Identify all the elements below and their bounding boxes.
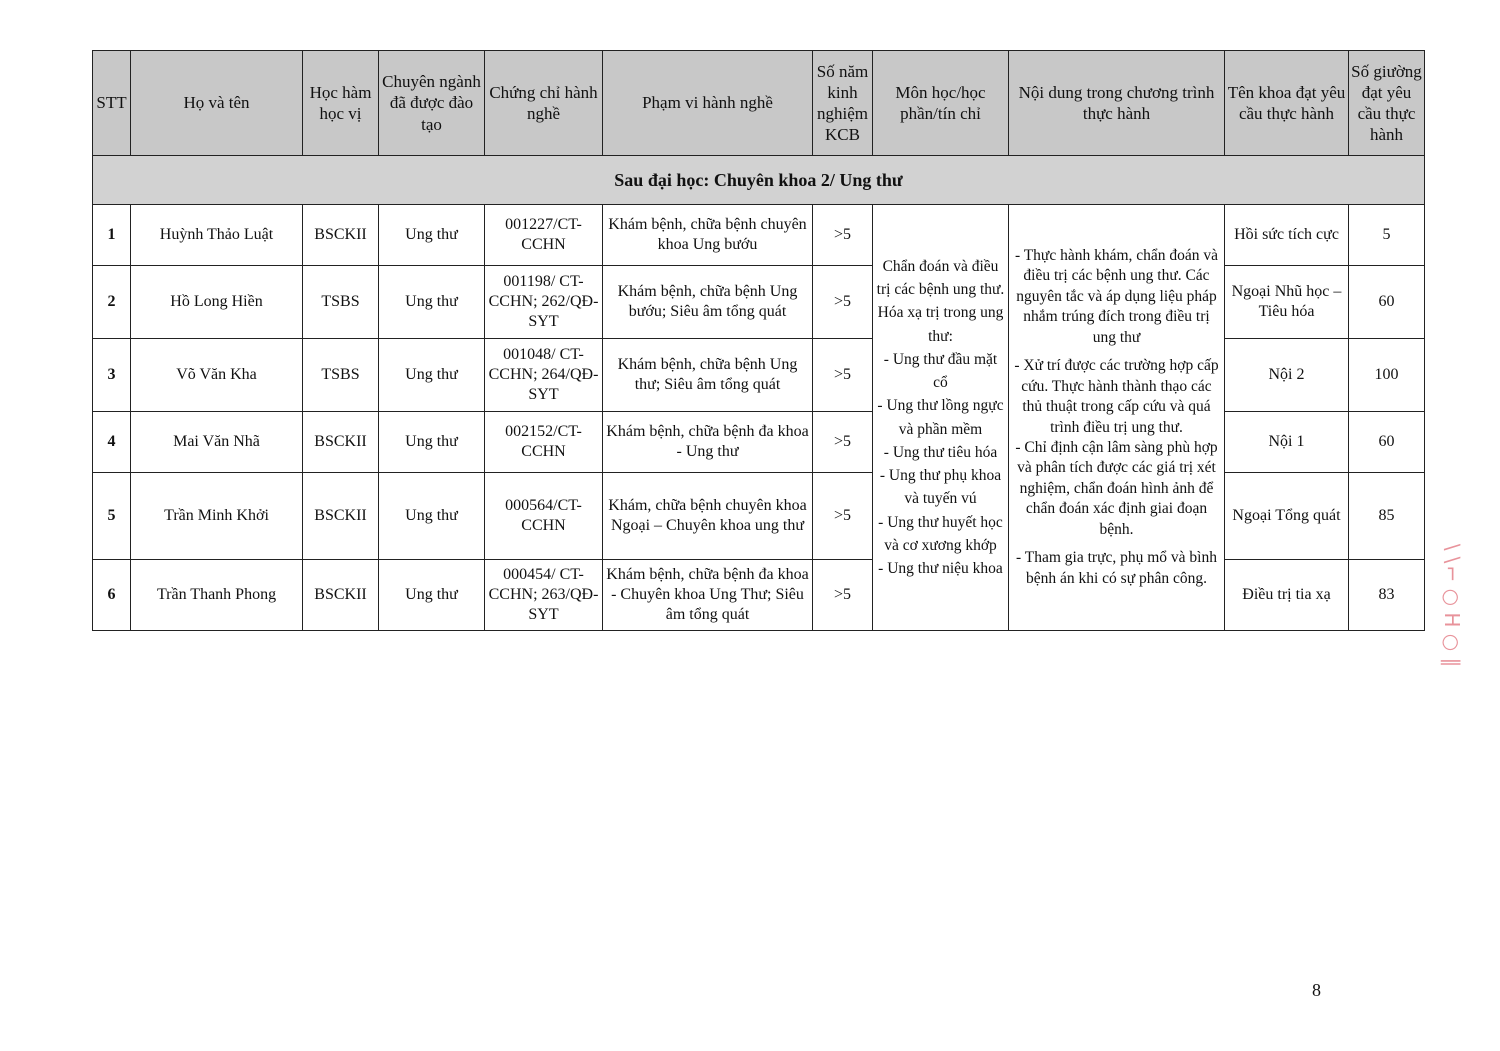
cell-certificate: 001198/ CT-CCHN; 262/QĐ-SYT [485, 266, 603, 339]
cell-department: Điều trị tia xạ [1225, 560, 1349, 631]
content-item: - Tham gia trực, phụ mổ và bình bệnh án khi có sự phân công. [1016, 549, 1217, 587]
cell-beds: 100 [1349, 339, 1425, 412]
header-subject: Môn học/học phần/tín chỉ [873, 51, 1009, 156]
margin-stamp: ∖∖⌐ ○ H ○ ∥ [1440, 540, 1464, 668]
cell-specialty: Ung thư [379, 205, 485, 266]
cell-scope: Khám, chữa bệnh chuyên khoa Ngoại – Chuyên khoa ung thư [603, 473, 813, 560]
cell-stt: 2 [93, 266, 131, 339]
cell-years: >5 [813, 266, 873, 339]
cell-name: Hồ Long Hiền [131, 266, 303, 339]
cell-certificate: 001227/CT-CCHN [485, 205, 603, 266]
cell-years: >5 [813, 560, 873, 631]
practice-staff-table [92, 50, 1425, 631]
cell-specialty: Ung thư [379, 560, 485, 631]
cell-beds: 5 [1349, 205, 1425, 266]
cell-scope: Khám bệnh, chữa bệnh đa khoa - Chuyên khoa Ung Thư; Siêu âm tổng quát [603, 560, 813, 631]
cell-certificate: 000454/ CT-CCHN; 263/QĐ-SYT [485, 560, 603, 631]
header-name: Họ và tên [131, 51, 303, 156]
header-scope: Phạm vi hành nghề [603, 51, 813, 156]
cell-certificate: 002152/CT-CCHN [485, 412, 603, 473]
cell-stt: 5 [93, 473, 131, 560]
table-row [93, 412, 1425, 473]
header-department: Tên khoa đạt yêu cầu thực hành [1225, 51, 1349, 156]
table-row [93, 473, 1425, 560]
header-certificate: Chứng chỉ hành nghề [485, 51, 603, 156]
cell-beds: 60 [1349, 266, 1425, 339]
cell-years: >5 [813, 412, 873, 473]
cell-degree: BSCKII [303, 205, 379, 266]
cell-department: Nội 2 [1225, 339, 1349, 412]
subject-line: - Ung thư đầu mặt cổ [883, 350, 998, 391]
cell-stt: 1 [93, 205, 131, 266]
subject-line: Chẩn đoán và điều trị các bệnh ung thư. Hóa xạ trị trong ung thư: [876, 257, 1005, 345]
header-specialty: Chuyên ngành đã được đào tạo [379, 51, 485, 156]
header-years: Số năm kinh nghiệm KCB [813, 51, 873, 156]
cell-stt: 3 [93, 339, 131, 412]
cell-specialty: Ung thư [379, 339, 485, 412]
cell-scope: Khám bệnh, chữa bệnh chuyên khoa Ung bướu [603, 205, 813, 266]
cell-beds: 60 [1349, 412, 1425, 473]
subject-line: - Ung thư lồng ngực và phần mềm [877, 397, 1004, 438]
subject-line: - Ung thư phụ khoa và tuyến vú [879, 467, 1002, 508]
table-row [93, 339, 1425, 412]
subject-line: - Ung thư huyết học và cơ xương khớp [878, 513, 1003, 554]
content-item: - Thực hành khám, chẩn đoán và điều trị các bệnh ung thư. Các nguyên tắc và áp dụng liệu pháp nhắm trúng đích trong điều trị ung thư [1014, 246, 1219, 346]
cell-name: Huỳnh Thảo Luật [131, 205, 303, 266]
page-number: 8 [1312, 980, 1321, 1000]
subject-line: - Ung thư tiêu hóa [883, 443, 998, 461]
subject-line: - Ung thư niệu khoa [878, 560, 1003, 577]
table-row [93, 560, 1425, 631]
cell-scope: Khám bệnh, chữa bệnh Ung bướu; Siêu âm tổng quát [603, 266, 813, 339]
header-degree: Học hàm học vị [303, 51, 379, 156]
table-row [93, 266, 1425, 339]
cell-content [1009, 205, 1225, 631]
cell-years: >5 [813, 205, 873, 266]
cell-specialty: Ung thư [379, 412, 485, 473]
content-item: - Chỉ định cận lâm sàng phù hợp và phân tích được các giá trị xét nghiệm, chẩn đoán hình ảnh để chẩn đoán xác định giai đoạn bệnh. [1015, 438, 1218, 538]
cell-scope: Khám bệnh, chữa bệnh Ung thư; Siêu âm tổng quát [603, 339, 813, 412]
cell-years: >5 [813, 339, 873, 412]
section-row [93, 156, 1425, 205]
cell-scope: Khám bệnh, chữa bệnh đa khoa - Ung thư [603, 412, 813, 473]
cell-certificate: 000564/CT-CCHN [485, 473, 603, 560]
header-content: Nội dung trong chương trình thực hành [1009, 51, 1225, 156]
content-item: - Xử trí được các trường hợp cấp cứu. Thực hành thành thạo các thủ thuật trong cấp cứu và quá trình điều trị ung thư. [1014, 357, 1219, 436]
cell-stt: 6 [93, 560, 131, 631]
cell-department: Ngoại Nhũ học – Tiêu hóa [1225, 266, 1349, 339]
cell-subject [873, 205, 1009, 631]
cell-department: Ngoại Tổng quát [1225, 473, 1349, 560]
cell-name: Võ Văn Kha [131, 339, 303, 412]
header-stt: STT [93, 51, 131, 156]
cell-beds: 83 [1349, 560, 1425, 631]
cell-department: Nội 1 [1225, 412, 1349, 473]
cell-stt: 4 [93, 412, 131, 473]
cell-name: Trần Thanh Phong [131, 560, 303, 631]
cell-degree: BSCKII [303, 412, 379, 473]
section-title: Sau đại học: Chuyên khoa 2/ Ung thư [93, 156, 1425, 205]
cell-degree: BSCKII [303, 560, 379, 631]
header-beds: Số giường đạt yêu cầu thực hành [1349, 51, 1425, 156]
cell-degree: TSBS [303, 339, 379, 412]
cell-certificate: 001048/ CT-CCHN; 264/QĐ-SYT [485, 339, 603, 412]
cell-beds: 85 [1349, 473, 1425, 560]
cell-degree: BSCKII [303, 473, 379, 560]
cell-specialty: Ung thư [379, 473, 485, 560]
cell-specialty: Ung thư [379, 266, 485, 339]
cell-name: Mai Văn Nhã [131, 412, 303, 473]
cell-department: Hồi sức tích cực [1225, 205, 1349, 266]
table-row [93, 205, 1425, 266]
cell-years: >5 [813, 473, 873, 560]
header-row [93, 51, 1425, 156]
cell-degree: TSBS [303, 266, 379, 339]
cell-name: Trần Minh Khởi [131, 473, 303, 560]
